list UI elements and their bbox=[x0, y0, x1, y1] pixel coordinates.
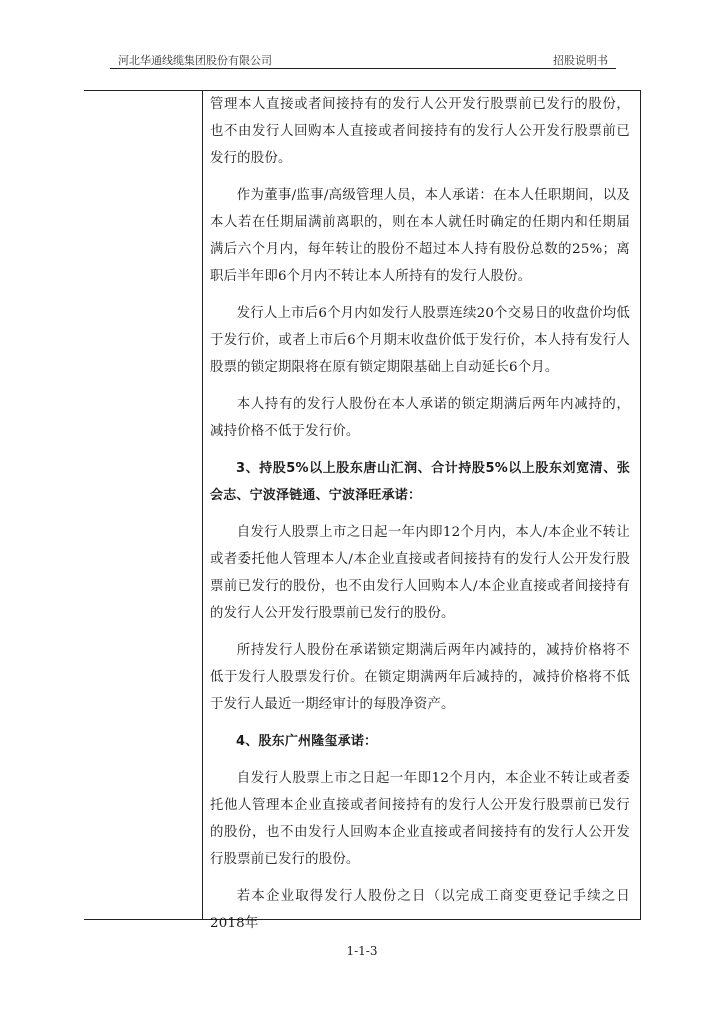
paragraph-director-commitment: 作为董事/监事/高级管理人员，本人承诺：在本人任职期间，以及本人若在任期届满前离职的，则在本人就任时确定的任期内和任期届满后六个月内，每年转让的股份不超过本人持有股份总数的25%；离职后半年即6个月内不转让本人所持有的发行人股份。 bbox=[210, 188, 630, 284]
page-number: 1-1-3 bbox=[346, 944, 378, 958]
table-label-cell bbox=[84, 91, 203, 919]
page-header bbox=[110, 52, 616, 69]
paragraph-shareholder-reduction: 所持发行人股份在承诺锁定期满后两年内减持的，减持价格将不低于发行人股票发行价。在锁定期满两年后减持的，减持价格将不低于发行人最近一期经审计的每股净资产。 bbox=[210, 643, 630, 712]
commitment-table bbox=[84, 90, 641, 931]
section-heading-4: 4、股东广州隆玺承诺： bbox=[236, 734, 378, 749]
document-type: 招股说明书 bbox=[553, 54, 608, 67]
paragraph-shareholder-lockup: 自发行人股票上市之日起一年内即12个月内，本人/本企业不转让或者委托他人管理本人/本企业直接或者间接持有的发行人公开发行股票前已发行的股份，也不由发行人回购本人/本企业直接或者间接持有的发行人公开发行股票前已发行的股份。 bbox=[210, 525, 630, 621]
paragraph-continued: 管理本人直接或者间接持有的发行人公开发行股票前已发行的股份，也不由发行人回购本人直接或者间接持有的发行人公开发行股票前已发行的股份。 bbox=[210, 97, 630, 166]
company-name: 河北华通线缆集团股份有限公司 bbox=[118, 54, 272, 67]
paragraph-lockup-extension: 发行人上市后6个月内如发行人股票连续20个交易日的收盘价均低于发行价，或者上市后6个月期末收盘价低于发行价，本人持有发行人股票的锁定期限将在原有锁定期限基础上自动延长6个月。 bbox=[210, 306, 630, 375]
paragraph-reduction-price: 本人持有的发行人股份在本人承诺的锁定期满后两年内减持的，减持价格不低于发行价。 bbox=[210, 397, 630, 439]
section-heading-3: 3、持股5%以上股东唐山汇润、合计持股5%以上股东刘宽清、张会志、宁波泽链通、宁波泽旺承诺： bbox=[210, 461, 630, 503]
table-content-cell bbox=[210, 91, 630, 947]
paragraph-longxi-lockup: 自发行人股票上市之日起一年即12个月内，本企业不转让或者委托他人管理本企业直接或者间接持有的发行人公开发行股票前已发行的股份，也不由发行人回购本企业直接或者间接持有的发行人公开发行股票前已发行的股份。 bbox=[210, 771, 630, 867]
paragraph-longxi-acquisition: 若本企业取得发行人股份之日（以完成工商变更登记手续之日2018年 bbox=[210, 889, 630, 931]
